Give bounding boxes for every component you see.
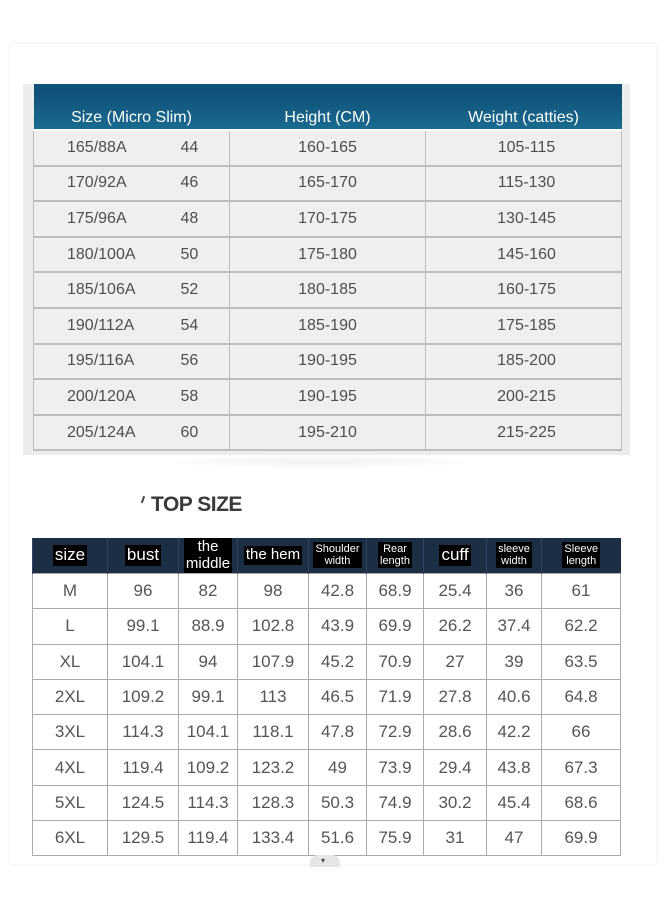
table-row [33, 644, 621, 679]
cell-weight: 145-160 [426, 237, 622, 273]
table-cell: 27 [424, 644, 487, 679]
size-height-weight-table [33, 84, 622, 451]
table-header-row [34, 84, 622, 130]
cell-height: 175-180 [230, 237, 426, 273]
table-cell: 70.9 [367, 644, 424, 679]
table-cell: M [33, 574, 108, 609]
table-cell: 99.1 [179, 679, 238, 714]
table-cell: 71.9 [367, 679, 424, 714]
table-row [33, 785, 621, 820]
cell-size: 185/106A [34, 272, 175, 308]
cell-size: 195/116A [34, 344, 175, 380]
table-cell: 62.2 [542, 609, 621, 644]
table-cell: 67.3 [542, 750, 621, 785]
table-cell: 102.8 [238, 609, 309, 644]
header-label: the hem [245, 546, 301, 564]
table-row [33, 574, 621, 609]
table-cell: 4XL [33, 750, 108, 785]
table-cell: 74.9 [367, 785, 424, 820]
header-cuff [424, 538, 487, 574]
cell-height: 195-210 [230, 415, 426, 451]
table-row [33, 750, 621, 785]
cell-size: 170/92A [34, 166, 175, 202]
table-cell: L [33, 609, 108, 644]
cell-size: 190/112A [34, 308, 175, 344]
table-cell: 31 [424, 821, 487, 856]
cell-weight: 130-145 [426, 201, 622, 237]
table-cell: 29.4 [424, 750, 487, 785]
table-cell: 43.9 [309, 609, 367, 644]
section-title [151, 493, 242, 517]
header-height: Height (CM) [230, 84, 426, 130]
table-cell: 123.2 [238, 750, 309, 785]
table-cell: 119.4 [108, 750, 179, 785]
table-cell: 114.3 [108, 715, 179, 750]
table-cell: 26.2 [424, 609, 487, 644]
table-cell: 66 [542, 715, 621, 750]
table-cell: 109.2 [179, 750, 238, 785]
cell-size: 200/120A [34, 379, 175, 415]
cell-height: 170-175 [230, 201, 426, 237]
cell-height: 180-185 [230, 272, 426, 308]
cell-weight: 200-215 [426, 379, 622, 415]
table-cell: 88.9 [179, 609, 238, 644]
table-row [34, 415, 622, 451]
header-label: the middle [185, 538, 231, 572]
table-cell: 119.4 [179, 821, 238, 856]
top-size-title: TOP SIZE [151, 493, 242, 516]
header-label: cuff [441, 545, 469, 565]
table-cell: 30.2 [424, 785, 487, 820]
table-cell: 25.4 [424, 574, 487, 609]
table-cell: 28.6 [424, 715, 487, 750]
table-cell: 73.9 [367, 750, 424, 785]
table-row [34, 344, 622, 380]
table-cell: 124.5 [108, 785, 179, 820]
header-label: size [54, 545, 86, 565]
table-cell: 37.4 [487, 609, 542, 644]
cell-num: 60 [175, 415, 230, 451]
table-cell: 63.5 [542, 644, 621, 679]
table-cell: 5XL [33, 785, 108, 820]
table-row [34, 130, 622, 166]
table-cell: 6XL [33, 821, 108, 856]
table-cell: 46.5 [309, 679, 367, 714]
scroll-down-tab[interactable] [310, 855, 340, 867]
table-cell: 133.4 [238, 821, 309, 856]
divider-shadow [160, 455, 480, 469]
header-label: Sleeve length [564, 542, 599, 568]
header-label: Shoulder width [315, 542, 360, 568]
header-label: sleeve width [498, 542, 530, 568]
table-cell: 113 [238, 679, 309, 714]
table-cell: 61 [542, 574, 621, 609]
table-row [33, 609, 621, 644]
header-shoulder-width [309, 538, 367, 574]
table-row [34, 201, 622, 237]
header-weight: Weight (catties) [426, 84, 622, 130]
cell-num: 58 [175, 379, 230, 415]
table-row [33, 679, 621, 714]
table-cell: 107.9 [238, 644, 309, 679]
cell-weight: 185-200 [426, 344, 622, 380]
table-cell: 2XL [33, 679, 108, 714]
table-header-row [33, 538, 621, 574]
table-cell: 47 [487, 821, 542, 856]
cell-size: 180/100A [34, 237, 175, 273]
cell-num: 50 [175, 237, 230, 273]
cell-height: 190-195 [230, 344, 426, 380]
table-cell: 27.8 [424, 679, 487, 714]
cell-weight: 160-175 [426, 272, 622, 308]
table-cell: 118.1 [238, 715, 309, 750]
table-cell: 51.6 [309, 821, 367, 856]
table-cell: 39 [487, 644, 542, 679]
table-cell: 50.3 [309, 785, 367, 820]
cell-weight: 105-115 [426, 130, 622, 166]
cell-num: 54 [175, 308, 230, 344]
table-row [33, 821, 621, 856]
table-cell: 69.9 [542, 821, 621, 856]
table-cell: 82 [179, 574, 238, 609]
cell-num: 46 [175, 166, 230, 202]
table-cell: 114.3 [179, 785, 238, 820]
cell-size: 175/96A [34, 201, 175, 237]
cell-weight: 175-185 [426, 308, 622, 344]
table-cell: 36 [487, 574, 542, 609]
header-rear-length [367, 538, 424, 574]
table-cell: 68.6 [542, 785, 621, 820]
header-size: Size (Micro Slim) [34, 84, 230, 130]
cell-height: 160-165 [230, 130, 426, 166]
table-cell: 69.9 [367, 609, 424, 644]
table-cell: 109.2 [108, 679, 179, 714]
cell-size: 205/124A [34, 415, 175, 451]
table-cell: 42.2 [487, 715, 542, 750]
table-cell: 129.5 [108, 821, 179, 856]
table-cell: 128.3 [238, 785, 309, 820]
header-the-middle [179, 538, 238, 574]
top-size-table [32, 538, 621, 856]
table-cell: 104.1 [179, 715, 238, 750]
header-bust [108, 538, 179, 574]
header-label: bust [126, 545, 160, 565]
table-row [34, 308, 622, 344]
table-cell: 45.2 [309, 644, 367, 679]
table-cell: 75.9 [367, 821, 424, 856]
cell-num: 44 [175, 130, 230, 166]
header-sleeve-width [487, 538, 542, 574]
table-cell: 98 [238, 574, 309, 609]
table-cell: 43.8 [487, 750, 542, 785]
cell-height: 190-195 [230, 379, 426, 415]
cell-height: 165-170 [230, 166, 426, 202]
table-cell: 49 [309, 750, 367, 785]
chevron-down-icon: ▾ [321, 856, 326, 865]
table-cell: 47.8 [309, 715, 367, 750]
table-cell: 104.1 [108, 644, 179, 679]
table-cell: 45.4 [487, 785, 542, 820]
cell-size: 165/88A [34, 130, 175, 166]
table-cell: 94 [179, 644, 238, 679]
cell-num: 52 [175, 272, 230, 308]
header-sleeve-length [542, 538, 621, 574]
header-size [33, 538, 108, 574]
cell-height: 185-190 [230, 308, 426, 344]
table-cell: XL [33, 644, 108, 679]
cell-num: 48 [175, 201, 230, 237]
table-cell: 64.8 [542, 679, 621, 714]
table-row [34, 272, 622, 308]
table-cell: 42.8 [309, 574, 367, 609]
table-cell: 99.1 [108, 609, 179, 644]
cell-num: 56 [175, 344, 230, 380]
table-cell: 72.9 [367, 715, 424, 750]
table-row [34, 379, 622, 415]
table-cell: 40.6 [487, 679, 542, 714]
table-cell: 96 [108, 574, 179, 609]
table-cell: 3XL [33, 715, 108, 750]
table-cell: 68.9 [367, 574, 424, 609]
table-row [34, 237, 622, 273]
table-row [33, 715, 621, 750]
header-label: Rear length [380, 542, 410, 568]
header-the-hem [238, 538, 309, 574]
table-row [34, 166, 622, 202]
cell-weight: 115-130 [426, 166, 622, 202]
cell-weight: 215-225 [426, 415, 622, 451]
